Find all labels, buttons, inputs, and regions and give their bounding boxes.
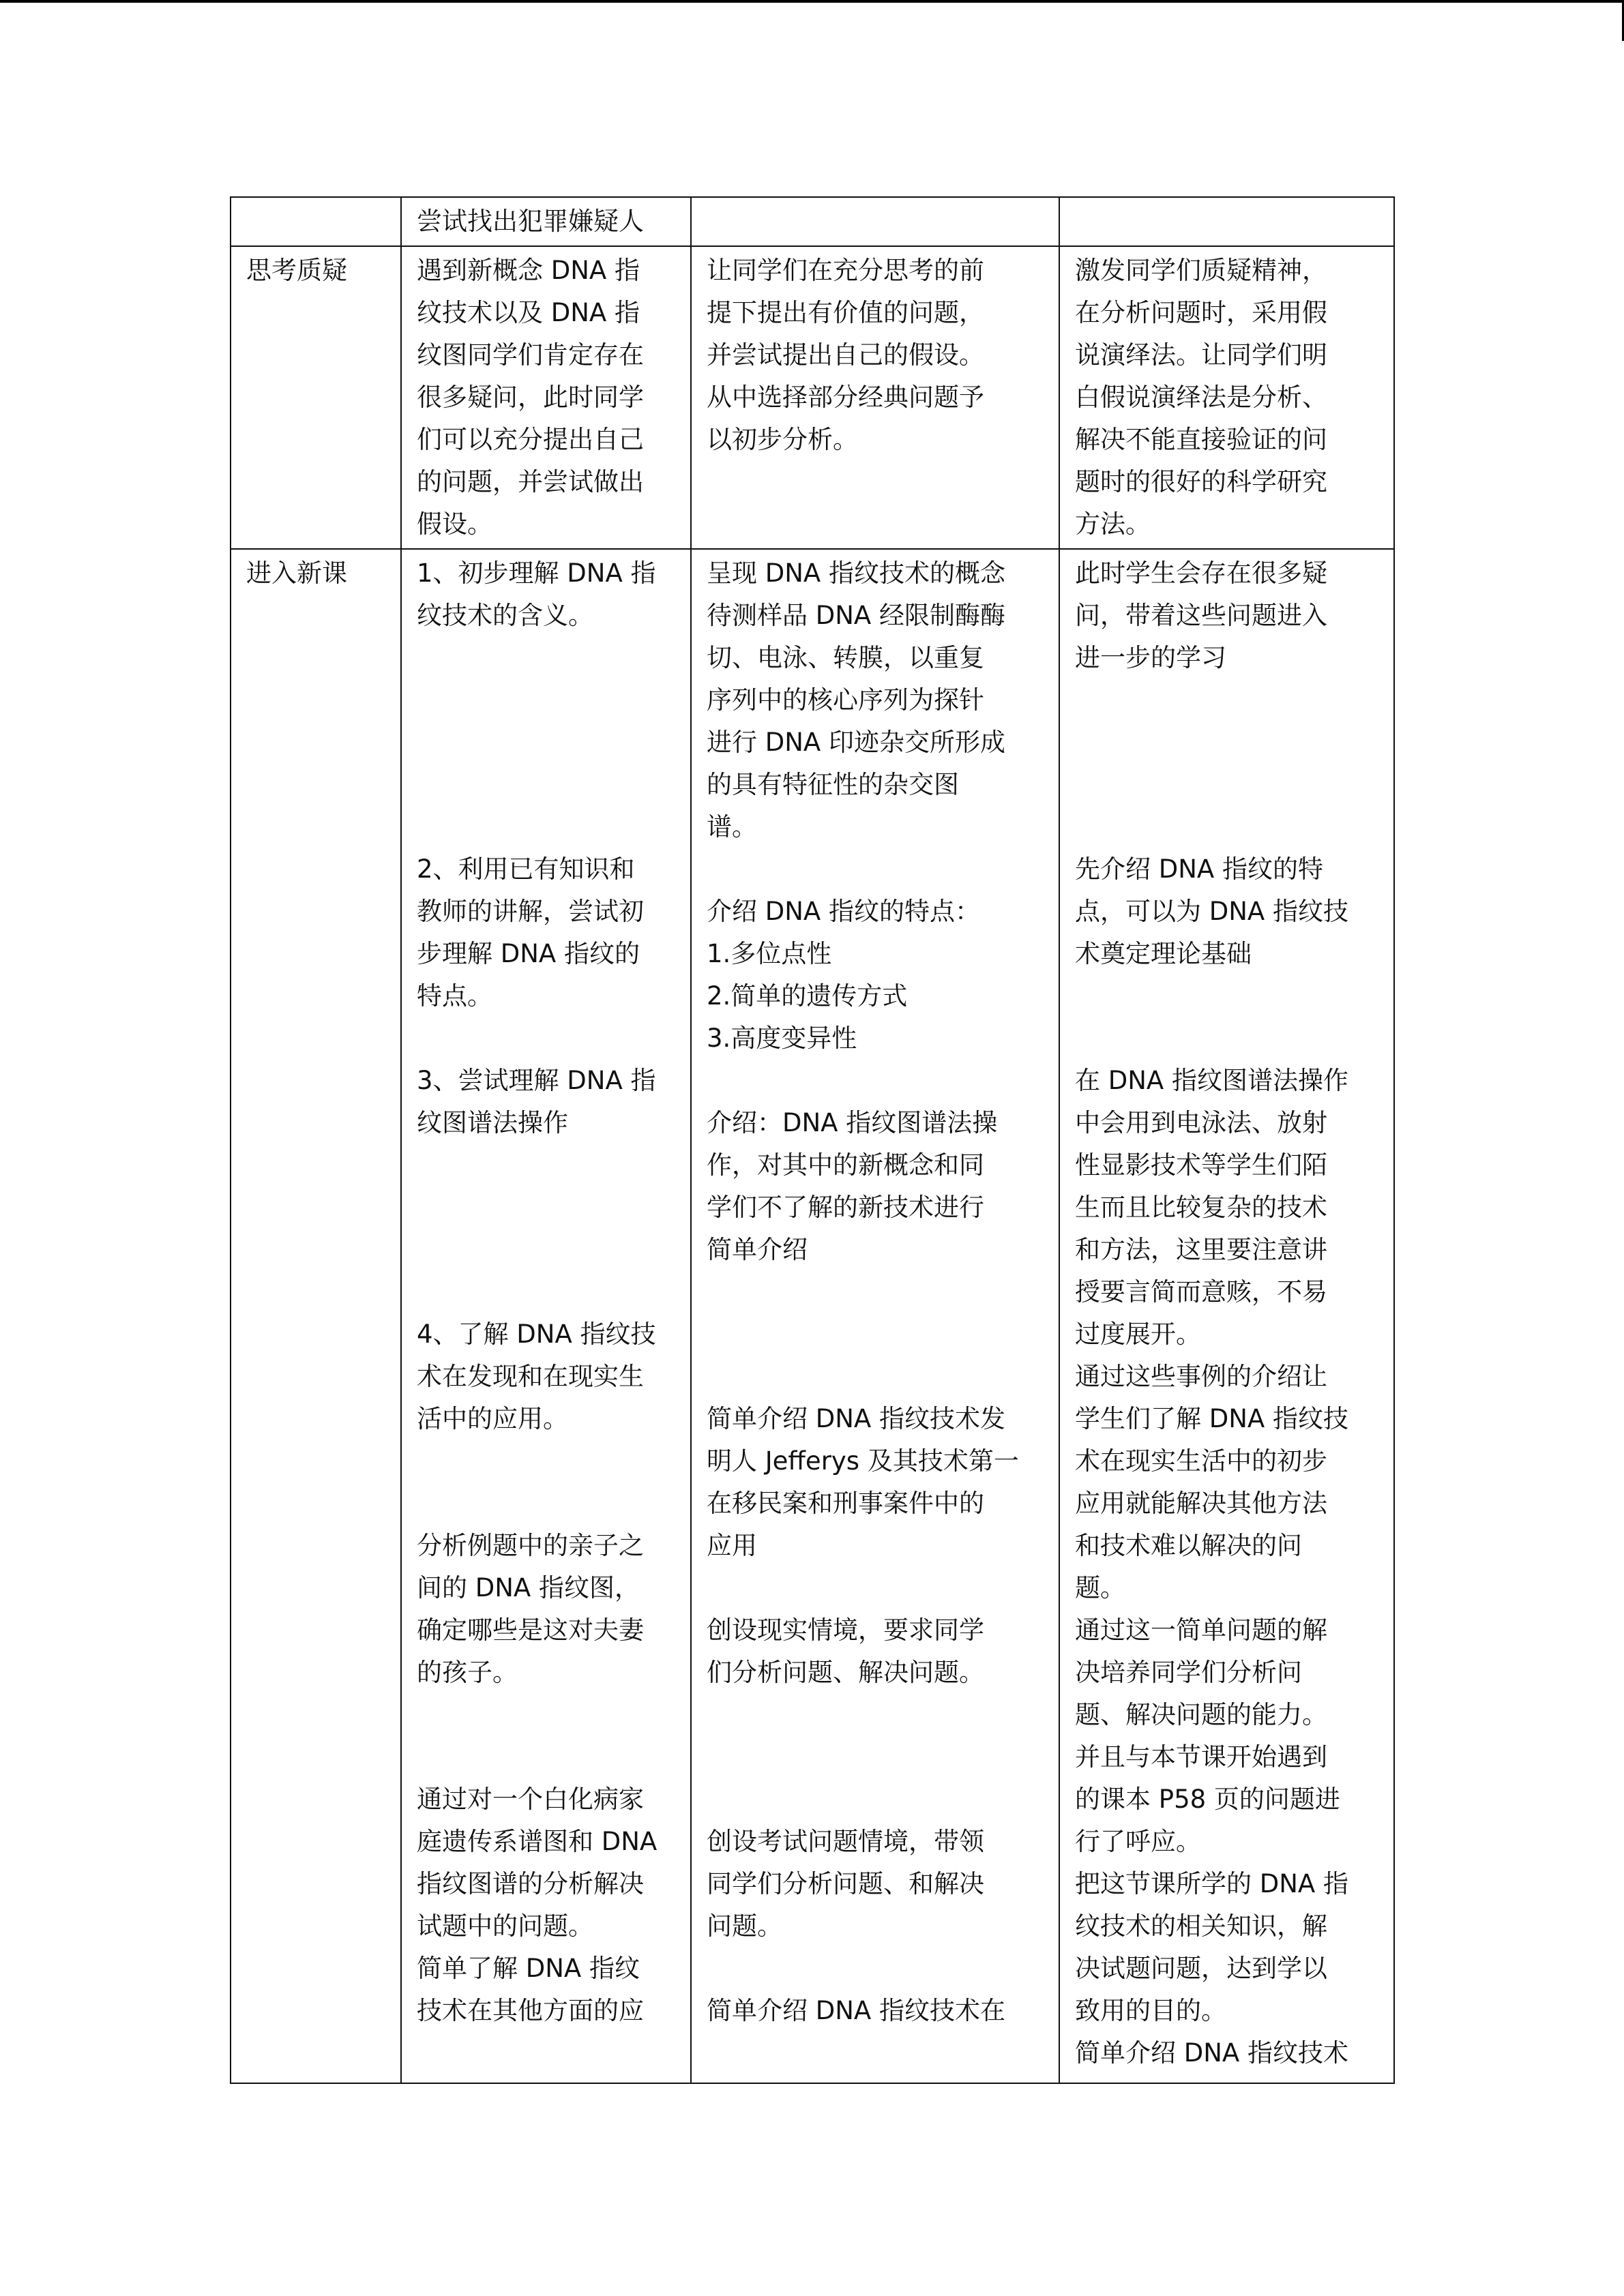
intent-block-6: 把这节课所学的 DNA 指 纹技术的相关知识，解 决试题问题，达到学以 致用的目的。 bbox=[1075, 1869, 1349, 2025]
page-top-edge bbox=[0, 0, 1624, 3]
table-row bbox=[231, 549, 1394, 2083]
student-block-2: 2、利用已有知识和 教师的讲解，尝试初 步理解 DNA 指纹的 特点。 bbox=[417, 854, 644, 1011]
student-activity-cell: 尝试找出犯罪嫌疑人 bbox=[401, 197, 691, 246]
student-activity-cell: 遇到新概念 DNA 指 纹技术以及 DNA 指 纹图同学们肯定存在 很多疑问，此时同学 们可以充分提出自己 的问题，并尝试做出 假设。 bbox=[401, 246, 691, 549]
teacher-block-5: 创设现实情境，要求同学 们分析问题、解决问题。 bbox=[707, 1615, 984, 1687]
teacher-block-2: 介绍 DNA 指纹的特点： 1.多位点性 2.简单的遗传方式 3.高度变异性 bbox=[707, 897, 981, 1053]
student-block-1: 1、初步理解 DNA 指 纹技术的含义。 bbox=[417, 558, 656, 630]
intent-block-7: 简单介绍 DNA 指纹技术 bbox=[1075, 2038, 1349, 2068]
table-row bbox=[231, 246, 1394, 549]
stage-cell: 进入新课 bbox=[231, 549, 401, 2083]
teacher-block-1: 呈现 DNA 指纹技术的概念 待测样品 DNA 经限制酶酶 切、电泳、转膜，以重复 序列中的核心序列为探针 进行 DNA 印迹杂交所形成 的具有特征性的杂交图 谱。 bbox=[707, 558, 1006, 841]
design-intent-cell bbox=[1059, 549, 1394, 2083]
intent-block-4: 通过这些事例的介绍让 学生们了解 DNA 指纹技 术在现实生活中的初步 应用就能解决其他方法 和技术难以解决的问 题。 bbox=[1075, 1362, 1349, 1602]
teacher-block-3: 介绍：DNA 指纹图谱法操 作，对其中的新概念和同 学们不了解的新技术进行 简单介绍 bbox=[707, 1108, 998, 1264]
intent-block-3: 在 DNA 指纹图谱法操作 中会用到电泳法、放射 性显影技术等学生们陌 生而且比较复杂的技术 和方法，这里要注意讲 授要言简而意赅，不易 过度展开。 bbox=[1075, 1066, 1349, 1349]
student-block-5: 分析例题中的亲子之 间的 DNA 指纹图， 确定哪些是这对夫妻 的孩子。 bbox=[417, 1531, 644, 1687]
table-row bbox=[231, 197, 1394, 246]
stage-cell: 思考质疑 bbox=[231, 246, 401, 549]
intent-block-2: 先介绍 DNA 指纹的特 点，可以为 DNA 指纹技 术奠定理论基础 bbox=[1075, 854, 1349, 968]
student-block-6: 通过对一个白化病家 庭遗传系谱图和 DNA 指纹图谱的分析解决 试题中的问题。 简单了解 DNA 指纹 技术在其他方面的应 bbox=[417, 1785, 658, 2025]
design-intent-cell bbox=[1059, 197, 1394, 246]
teacher-activity-cell: 让同学们在充分思考的前 提下提出有价值的问题， 并尝试提出自己的假设。 从中选择部分经典问题予 以初步分析。 bbox=[691, 246, 1059, 549]
student-block-4: 4、了解 DNA 指纹技 术在发现和在现实生 活中的应用。 bbox=[417, 1320, 656, 1433]
intent-block-1: 此时学生会存在很多疑 问，带着这些问题进入 进一步的学习 bbox=[1075, 558, 1327, 672]
stage-cell bbox=[231, 197, 401, 246]
teacher-block-7: 简单介绍 DNA 指纹技术在 bbox=[707, 1996, 1006, 2025]
student-block-3: 3、尝试理解 DNA 指 纹图谱法操作 bbox=[417, 1066, 656, 1137]
student-activity-cell bbox=[401, 549, 691, 2083]
lesson-plan-table bbox=[230, 196, 1395, 2084]
teacher-block-6: 创设考试问题情境，带领 同学们分析问题、和解决 问题。 bbox=[707, 1827, 984, 1941]
design-intent-cell: 激发同学们质疑精神， 在分析问题时，采用假 说演绎法。让同学们明 白假说演绎法是分析、 解决不能直接验证的问 题时的很好的科学研究 方法。 bbox=[1059, 246, 1394, 549]
intent-block-5: 通过这一简单问题的解 决培养同学们分析问 题、解决问题的能力。 并且与本节课开始遇到 的课本 P58 页的问题进 行了呼应。 bbox=[1075, 1615, 1340, 1856]
teacher-block-4: 简单介绍 DNA 指纹技术发 明人 Jefferys 及其技术第一 在移民案和刑事案件中的 应用 bbox=[707, 1404, 1019, 1560]
teacher-activity-cell bbox=[691, 197, 1059, 246]
teacher-activity-cell bbox=[691, 549, 1059, 2083]
